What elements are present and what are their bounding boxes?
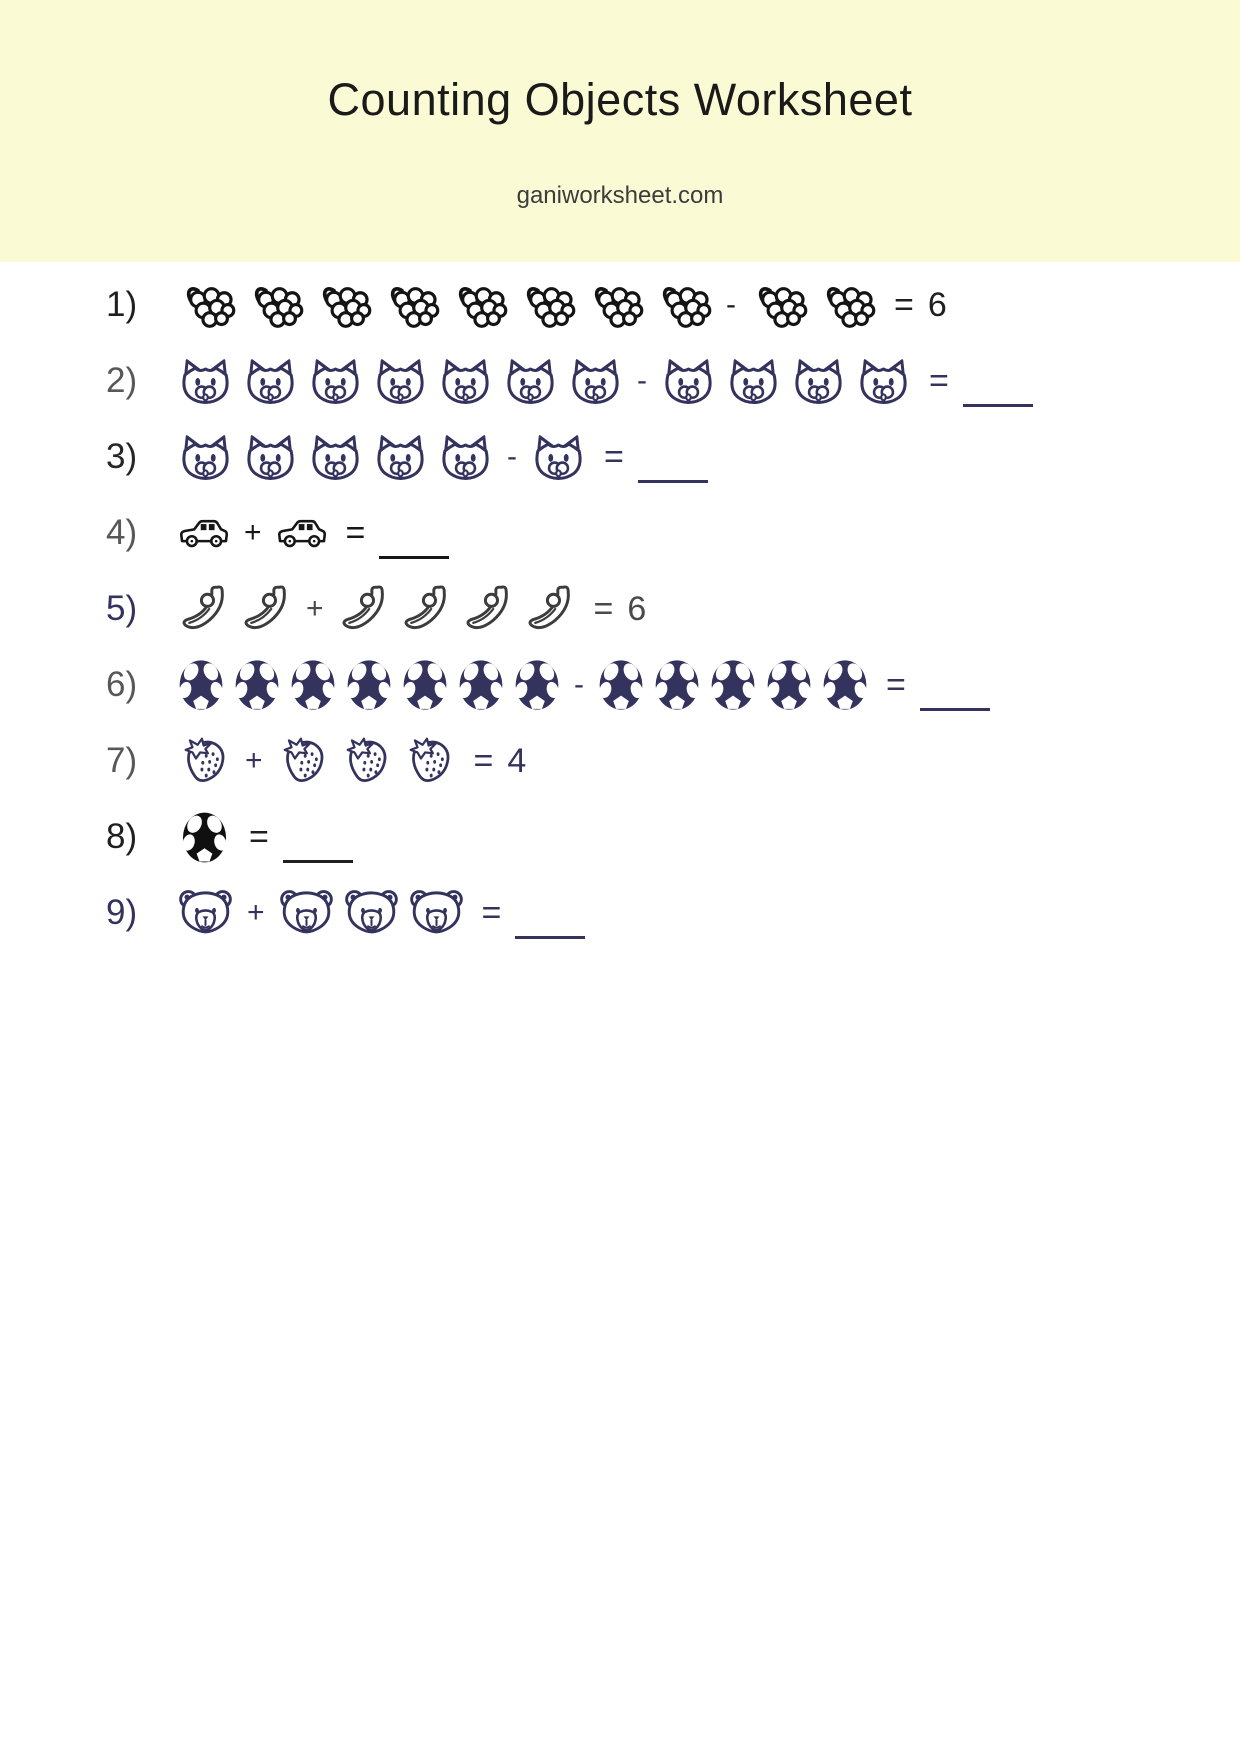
minus-operator: - [574, 668, 584, 701]
answer-blank [638, 450, 708, 483]
grapes-icon [382, 282, 440, 328]
problem-row [106, 419, 1240, 495]
site-name: ganiworksheet.com [516, 182, 724, 210]
minus-operator: - [637, 364, 647, 397]
bear-icon [409, 889, 464, 937]
problem-row [106, 267, 1240, 343]
cat-icon [661, 356, 716, 406]
bear-icon [279, 889, 334, 937]
minus-operator: - [507, 440, 517, 473]
banana-icon [338, 583, 390, 635]
soccer-icon [290, 658, 336, 712]
cat-icon [243, 356, 298, 406]
problem-row [106, 495, 1240, 571]
cat-icon [373, 432, 428, 482]
strawberry-icon [340, 737, 393, 785]
bear-icon [344, 889, 399, 937]
banana-icon [524, 583, 576, 635]
problem-number: 8) [106, 817, 138, 856]
problem-row [106, 799, 1240, 875]
soccer-icon [766, 658, 812, 712]
cat-icon [308, 432, 363, 482]
car-icon [276, 516, 328, 550]
problems-list [0, 262, 1240, 951]
result-value: 4 [507, 741, 527, 780]
plus-operator: + [247, 896, 265, 929]
equals-sign: = [345, 513, 366, 552]
problem-number: 2) [106, 361, 138, 400]
cat-icon [531, 432, 586, 482]
soccer-icon [598, 658, 644, 712]
grapes-icon [178, 282, 236, 328]
grapes-icon [314, 282, 372, 328]
cat-icon [568, 356, 623, 406]
answer-blank [920, 678, 990, 711]
problem-number: 9) [106, 893, 138, 932]
banana-icon [400, 583, 452, 635]
equals-sign: = [249, 817, 269, 856]
grapes-icon [818, 282, 876, 328]
problem-number: 1) [106, 285, 138, 324]
plus-operator: + [306, 592, 324, 625]
problem-row [106, 571, 1240, 647]
equals-sign: = [886, 665, 906, 704]
cat-icon [726, 356, 781, 406]
problem-row [106, 343, 1240, 419]
cat-icon [308, 356, 363, 406]
banana-icon [178, 583, 230, 635]
strawberry-icon [178, 737, 231, 785]
cat-icon [438, 432, 493, 482]
soccer-icon [178, 811, 231, 864]
strawberry-icon [403, 737, 456, 785]
minus-operator: - [726, 288, 736, 321]
cat-icon [178, 432, 233, 482]
soccer-icon [458, 658, 504, 712]
worksheet-header [0, 0, 1240, 262]
plus-operator: + [244, 516, 262, 549]
grapes-icon [750, 282, 808, 328]
equals-sign: = [473, 741, 494, 780]
plus-operator: + [245, 744, 263, 777]
answer-blank [963, 374, 1033, 407]
problem-row [106, 723, 1240, 799]
problem-row [106, 875, 1240, 951]
cat-icon [373, 356, 428, 406]
cat-icon [856, 356, 911, 406]
equals-sign: = [894, 285, 914, 324]
soccer-icon [514, 658, 560, 712]
soccer-icon [402, 658, 448, 712]
answer-blank [283, 830, 353, 863]
answer-blank [515, 906, 585, 939]
grapes-icon [518, 282, 576, 328]
soccer-icon [178, 658, 224, 712]
banana-icon [462, 583, 514, 635]
cat-icon [243, 432, 298, 482]
answer-blank [379, 526, 449, 559]
problem-number: 4) [106, 513, 138, 552]
cat-icon [503, 356, 558, 406]
equals-sign: = [929, 361, 949, 400]
page-title: Counting Objects Worksheet [327, 74, 913, 125]
problem-number: 7) [106, 741, 138, 780]
car-icon [178, 516, 230, 550]
bear-icon [178, 889, 233, 937]
cat-icon [438, 356, 493, 406]
problem-number: 5) [106, 589, 138, 628]
soccer-icon [654, 658, 700, 712]
cat-icon [178, 356, 233, 406]
grapes-icon [586, 282, 644, 328]
soccer-icon [822, 658, 868, 712]
problem-row [106, 647, 1240, 723]
result-value: 6 [627, 589, 647, 628]
soccer-icon [346, 658, 392, 712]
banana-icon [240, 583, 292, 635]
soccer-icon [710, 658, 756, 712]
result-value: 6 [927, 285, 947, 324]
problem-number: 3) [106, 437, 138, 476]
cat-icon [791, 356, 846, 406]
grapes-icon [654, 282, 712, 328]
equals-sign: = [593, 589, 614, 628]
grapes-icon [450, 282, 508, 328]
strawberry-icon [277, 737, 330, 785]
grapes-icon [246, 282, 304, 328]
equals-sign: = [604, 437, 624, 476]
soccer-icon [234, 658, 280, 712]
problem-number: 6) [106, 665, 138, 704]
equals-sign: = [481, 893, 502, 932]
